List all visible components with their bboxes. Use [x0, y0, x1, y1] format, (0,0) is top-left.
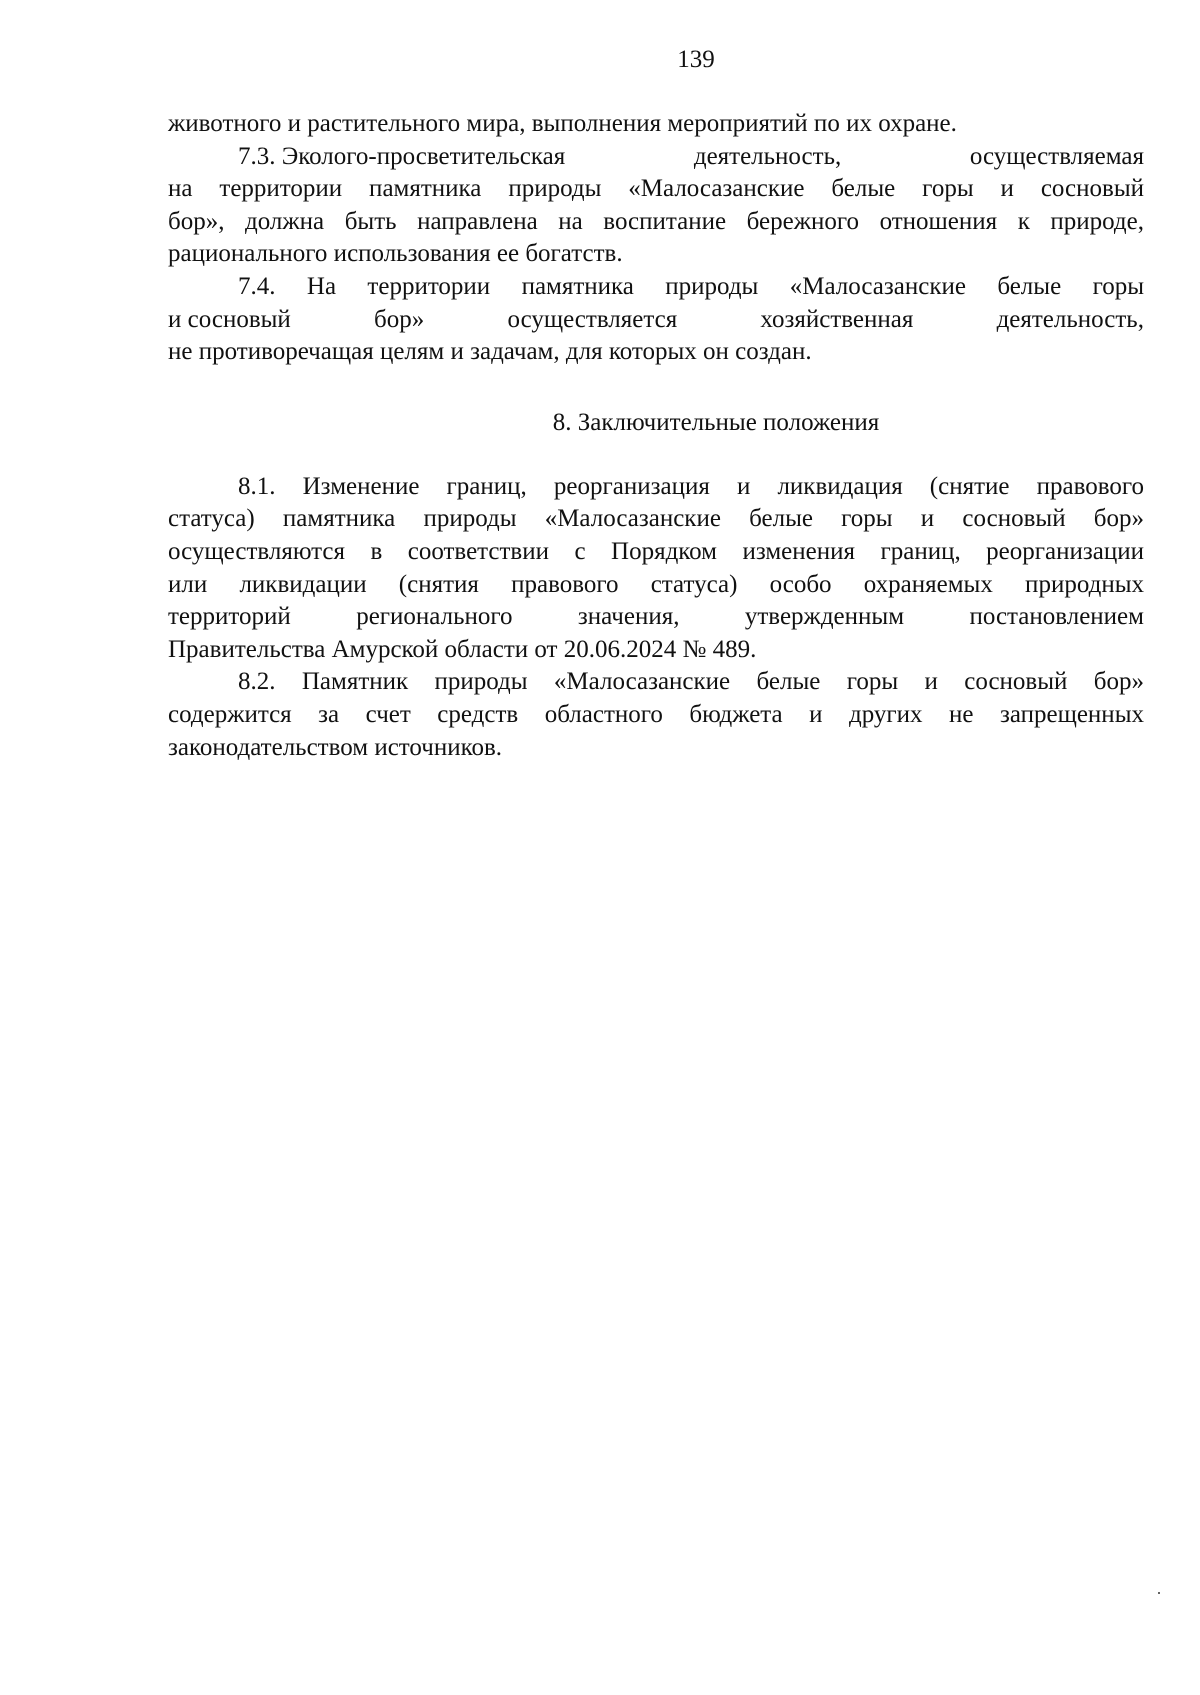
text-segment: 8.2. Памятник природы «Малосазанские белые горы и сосновый бор» — [238, 668, 1144, 696]
text-line: Правительства Амурской области от 20.06.2024 № 489. — [168, 635, 757, 663]
text-word: и сосновый — [168, 305, 291, 333]
scan-speck — [1158, 1592, 1160, 1594]
text-word: бор» — [374, 305, 425, 333]
text-word: 7.3. Эколого-просветительская — [238, 142, 566, 170]
text-line: рационального использования ее богатств. — [168, 240, 623, 268]
text-word: деятельность, — [996, 305, 1144, 333]
text-segment: или ликвидации (снятия правового статуса) особо охраняемых природных — [168, 570, 1144, 598]
section-heading: 8. Заключительные положения — [552, 408, 880, 436]
paragraph-7-4 — [168, 271, 1144, 369]
document-body — [168, 108, 1144, 764]
text-line — [168, 601, 1144, 634]
text-line — [168, 569, 1144, 602]
text-segment: статуса) памятника природы «Малосазанские белые горы и сосновый бор» — [168, 505, 1144, 533]
text-word: территорий — [168, 603, 291, 631]
text-line: не противоречащая целям и задачам, для которых он создан. — [168, 338, 812, 366]
text-word: осуществляется — [507, 305, 678, 333]
text-line — [168, 503, 1144, 536]
text-line — [168, 141, 1144, 174]
text-line — [168, 206, 1144, 239]
text-line — [168, 173, 1144, 206]
text-line — [168, 304, 1144, 337]
text-line — [168, 271, 1144, 304]
text-line — [168, 666, 1144, 699]
text-segment: содержится за счет средств областного бюджета и других не запрещенных — [168, 700, 1144, 728]
text-line: законодательством источников. — [168, 733, 503, 761]
paragraph-8-1 — [168, 471, 1144, 667]
text-word: осуществляемая — [969, 142, 1144, 170]
text-line — [168, 699, 1144, 732]
text-segment: бор», должна быть направлена на воспитание бережного отношения к природе, — [168, 207, 1144, 235]
text-word: утвержденным — [744, 603, 905, 631]
text-segment: 8.1. Изменение границ, реорганизация и ликвидация (снятие правового — [238, 472, 1144, 500]
text-word: хозяйственная — [760, 305, 914, 333]
paragraph-7-3 — [168, 141, 1144, 271]
text-word: деятельность, — [693, 142, 842, 170]
text-line: животного и растительного мира, выполнения мероприятий по их охране. — [168, 110, 957, 137]
text-segment: осуществляются в соответствии с Порядком изменения границ, реорганизации — [168, 537, 1144, 565]
text-word: постановлением — [969, 603, 1144, 631]
text-segment: на территории памятника природы «Малосазанские белые горы и сосновый — [168, 175, 1144, 203]
text-line — [168, 471, 1144, 504]
text-line — [168, 536, 1144, 569]
text-word: регионального — [356, 603, 513, 631]
text-segment: 7.4. На территории памятника природы «Малосазанские белые горы — [238, 272, 1144, 300]
paragraph-8-2 — [168, 666, 1144, 764]
text-word: значения, — [577, 603, 680, 631]
page-number: 139 — [677, 46, 715, 73]
paragraph-continuation — [168, 108, 1144, 141]
